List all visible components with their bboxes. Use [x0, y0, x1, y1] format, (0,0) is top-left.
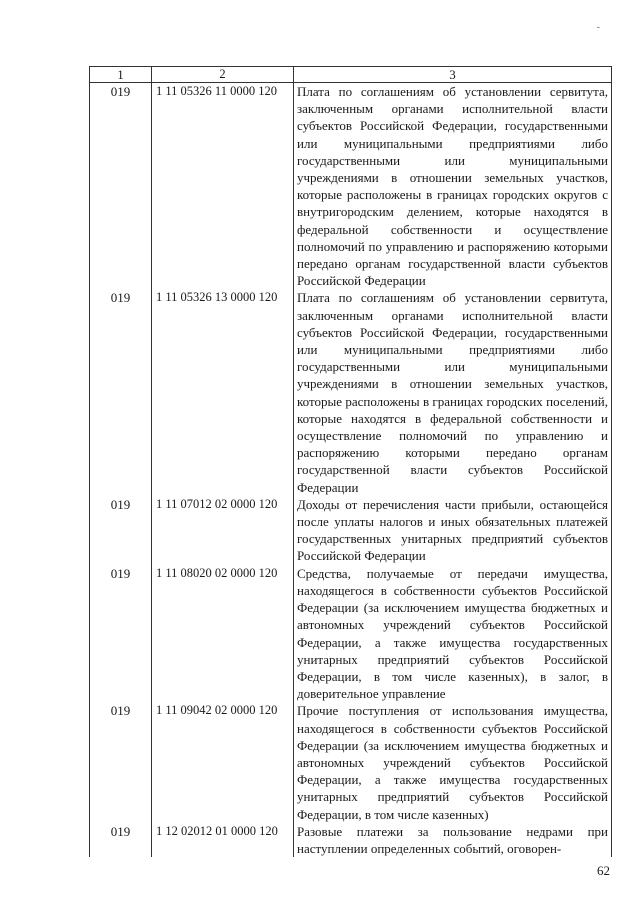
table-row	[90, 823, 612, 857]
budget-code-cell: 1 11 09042 02 0000 120	[152, 702, 294, 822]
admin-code-cell: 019	[90, 565, 152, 703]
table-row	[90, 289, 612, 495]
admin-code-cell: 019	[90, 702, 152, 822]
corner-mark: -	[596, 22, 600, 33]
admin-code-cell: 019	[90, 83, 152, 290]
table-row	[90, 565, 612, 703]
table-header-row	[90, 67, 612, 83]
revenue-codes-table	[89, 66, 612, 857]
budget-code-cell: 1 11 05326 13 0000 120	[152, 289, 294, 495]
page-number: 62	[597, 863, 610, 878]
budget-code-cell: 1 11 07012 02 0000 120	[152, 496, 294, 565]
description-cell: Средства, получаемые от передачи имущества, находящегося в собственности субъектов Российской Федерации (за исключением имущества бюджетных и автономных учреждений субъектов Российской Федерации, а также имущества государственных унитарных предприятий субъектов Российской Федерации, в том числе казенных), в залог, в доверительное управление	[294, 565, 612, 703]
admin-code-cell: 019	[90, 496, 152, 565]
table-row	[90, 83, 612, 290]
header-col-1: 1	[90, 67, 152, 83]
description-cell: Плата по соглашениям об установлении сервитута, заключенным органами исполнительной власти субъектов Российской Федерации, государственными или муниципальными предприятиями либо государственными или муниципальными учреждениями в отношении земельных участков, которые расположены в границах городских поселений, которые находятся в федеральной собственности и осуществление полномочий по управлению и распоряжению которыми передано органам государственной власти субъектов Российской Федерации	[294, 289, 612, 495]
admin-code-cell: 019	[90, 289, 152, 495]
header-col-2: 2	[152, 67, 294, 83]
budget-code-cell: 1 12 02012 01 0000 120	[152, 823, 294, 857]
description-cell: Доходы от перечисления части прибыли, остающейся после уплаты налогов и иных обязательных платежей государственных унитарных предприятий субъектов Российской Федерации	[294, 496, 612, 565]
description-cell: Плата по соглашениям об установлении сервитута, заключенным органами исполнительной власти субъектов Российской Федерации, государственными или муниципальными предприятиями либо государственными или муниципальными учреждениями в отношении земельных участков, которые расположены в границах городских округов с внутригородским делением, которые находятся в федеральной собственности и осуществление полномочий по управлению и распоряжению которыми передано органам государственной власти субъектов Российской Федерации	[294, 83, 612, 290]
header-col-3: 3	[294, 67, 612, 83]
budget-code-cell: 1 11 05326 11 0000 120	[152, 83, 294, 290]
admin-code-cell: 019	[90, 823, 152, 857]
budget-code-cell: 1 11 08020 02 0000 120	[152, 565, 294, 703]
description-cell: Прочие поступления от использования имущества, находящегося в собственности субъектов Российской Федерации (за исключением имущества бюджетных и автономных учреждений субъектов Российской Федерации, а также имущества государственных унитарных предприятий субъектов Российской Федерации, в том числе казенных)	[294, 702, 612, 822]
description-cell: Разовые платежи за пользование недрами при наступлении определенных событий, оговорен-	[294, 823, 612, 857]
table-row	[90, 702, 612, 822]
table-row	[90, 496, 612, 565]
